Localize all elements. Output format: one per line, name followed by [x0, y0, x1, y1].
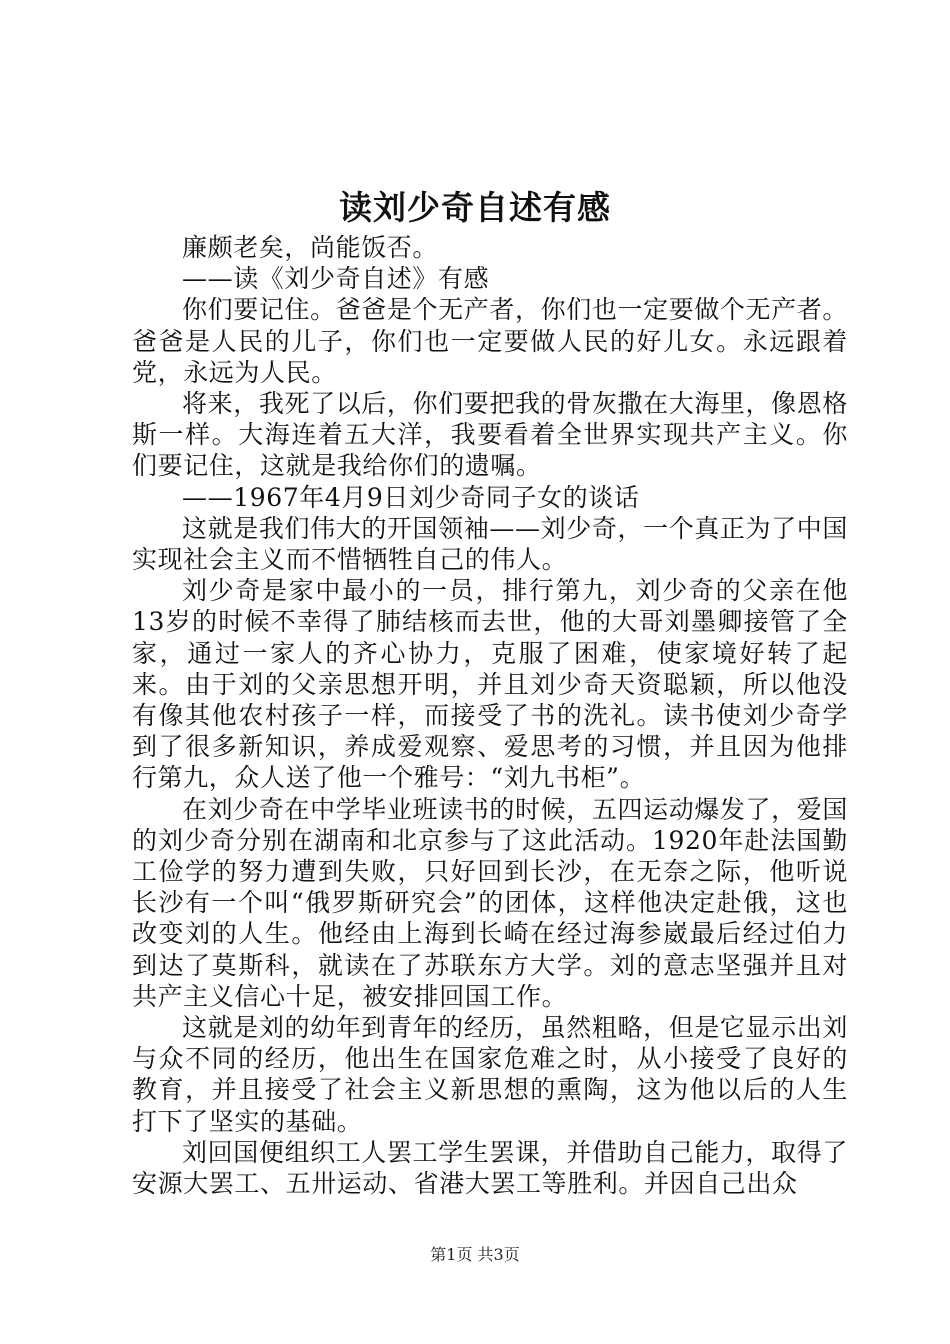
paragraph-youth: 在刘少奇在中学毕业班读书的时候，五四运动爆发了，爱国的刘少奇分别在湖南和北京参与了这此活动。1920年赴法国勤工俭学的努力遭到失败，只好回到长沙，在无奈之际，他听说长沙有一个叫“俄罗斯研究会”的团体，这样他决定赴俄，这也改变刘的人生。他经由上海到长崎在经过海参崴最后经过伯力到达了莫斯科，就读在了苏联东方大学。刘的意志坚强并且对共产主义信心十足，被安排回国工作。 — [132, 794, 848, 1011]
page-number-footer: 第1页 共3页 — [430, 1245, 520, 1264]
paragraph-subtitle: ——读《刘少奇自述》有感 — [182, 264, 490, 294]
paragraph-return: 刘回国便组织工人罢工学生罢课，并借助自己能力，取得了安源大罢工、五卅运动、省港大罢工等胜利。并因自己出众 — [132, 1137, 848, 1199]
paragraph-source: ——1967年4月9日刘少奇同子女的谈话 — [182, 482, 640, 512]
paragraph-summary: 这就是刘的幼年到青年的经历，虽然粗略，但是它显示出刘与众不同的经历，他出生在国家危难之时，从小接受了良好的教育，并且接受了社会主义新思想的熏陶，这为他以后的人生打下了坚实的基础。 — [132, 1013, 848, 1136]
paragraph-childhood: 刘少奇是家中最小的一员，排行第九，刘少奇的父亲在他13岁的时候不幸得了肺结核而去世，他的大哥刘墨卿接管了全家，通过一家人的齐心协力，克服了困难，使家境好转了起来。由于刘的父亲思想开明，并且刘少奇天资聪颖，所以他没有像其他农村孩子一样，而接受了书的洗礼。读书使刘少奇学到了很多新知识，养成爱观察、爱思考的习惯，并且因为他排行第九，众人送了他一个雅号：“刘九书柜”。 — [132, 576, 848, 793]
paragraph-words-1: 你们要记住。爸爸是个无产者，你们也一定要做个无产者。爸爸是人民的儿子，你们也一定要做人民的好儿女。永远跟着党，永远为人民。 — [132, 295, 848, 387]
paragraph-quote: 廉颇老矣，尚能饭否。 — [182, 233, 439, 262]
document-body — [132, 232, 848, 1199]
paragraph-intro: 这就是我们伟大的开国领袖——刘少奇，一个真正为了中国实现社会主义而不惜牺牲自己的伟人。 — [132, 513, 848, 575]
paragraph-words-2: 将来，我死了以后，你们要把我的骨灰撒在大海里，像恩格斯一样。大海连着五大洋，我要看着全世界实现共产主义。你们要记住，这就是我给你们的遗嘱。 — [132, 389, 848, 481]
document-title: 读刘少奇自述有感 — [339, 188, 611, 227]
